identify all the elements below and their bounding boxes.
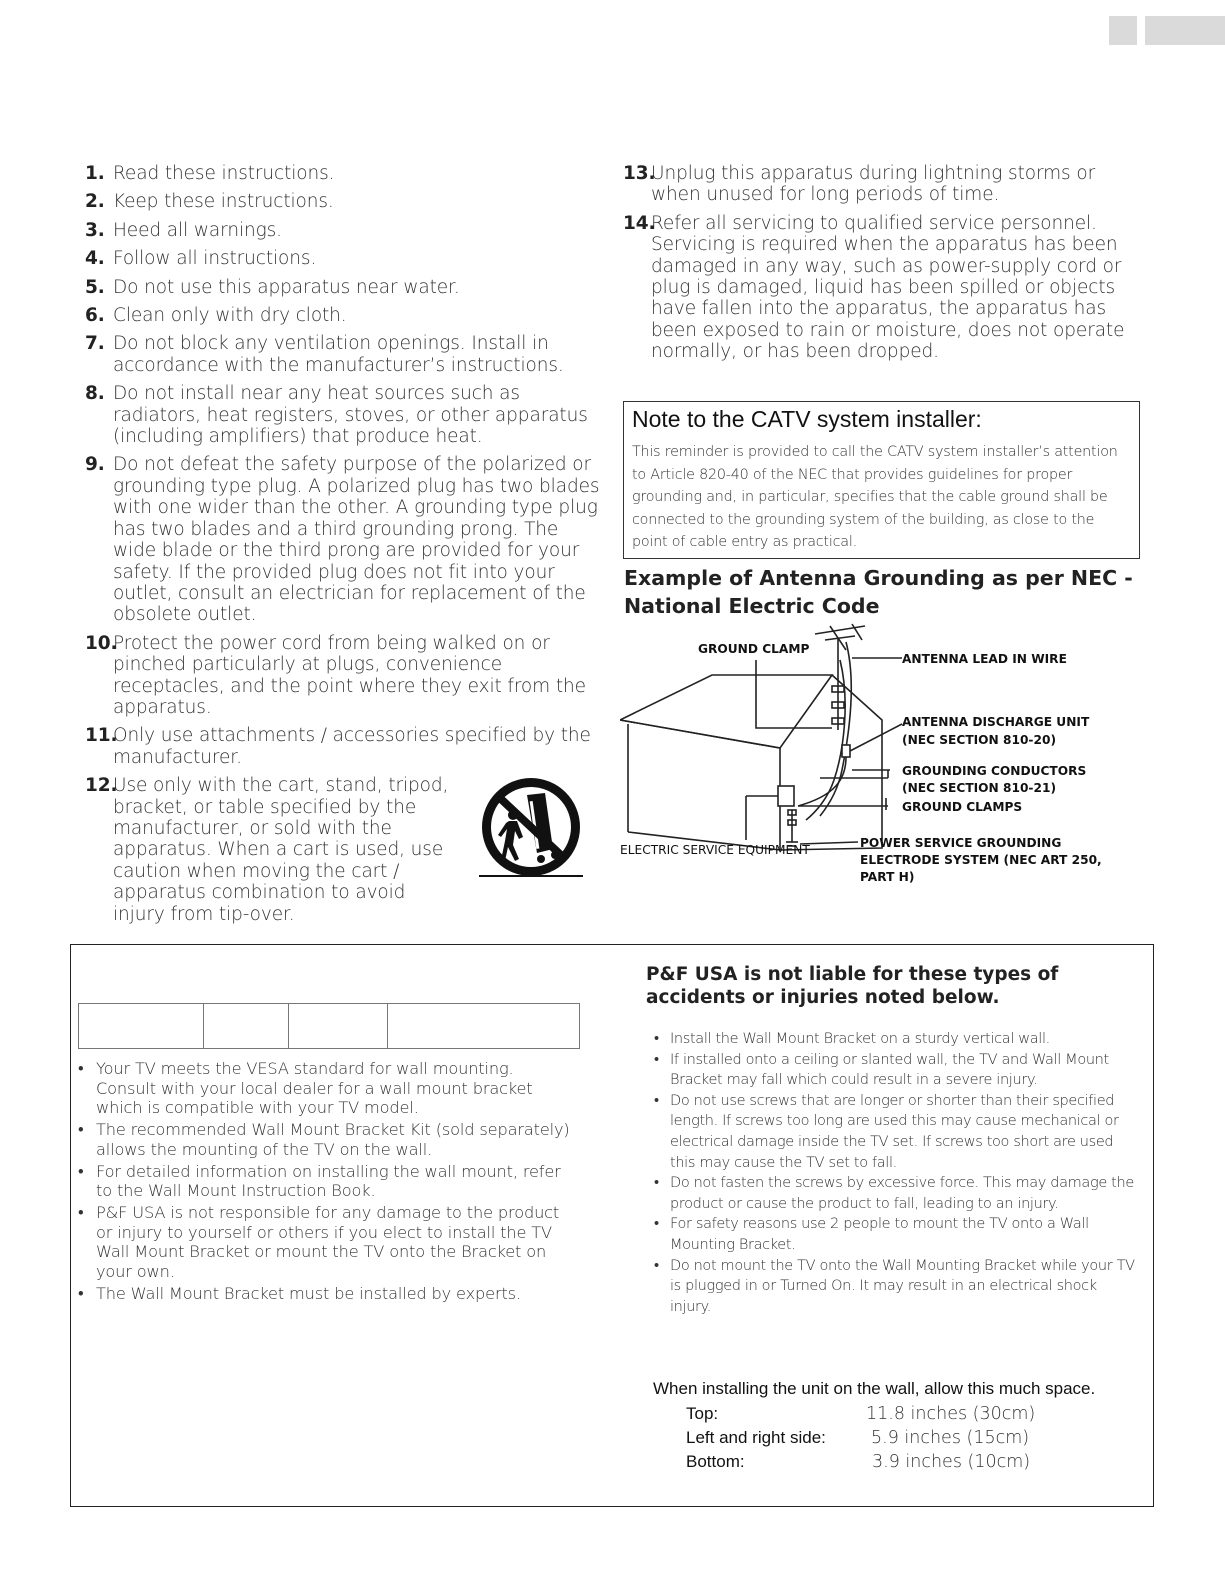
label-discharge-section: (NEC SECTION 810-20) <box>902 733 1057 747</box>
instruction-item: 11. Only use attachments / accessories specified by the manufacturer. <box>85 725 591 768</box>
liability-title: P&F USA is not liable for these types of accidents or injuries noted below. <box>646 964 1059 1008</box>
list-item: • P&F USA is not responsible for any damage to the product or injury to yourself or others if you elect to install the TV Wall Mount Bracket or mount the TV onto the Bracket on your own. <box>78 1203 578 1281</box>
vesa-table-cell <box>204 1004 289 1048</box>
space-row-bottom <box>686 1452 1146 1476</box>
instruction-item: 3. Heed all warnings. <box>85 219 282 241</box>
no-cart-tipover-icon <box>479 775 583 879</box>
instruction-item: 6. Clean only with dry cloth. <box>85 305 347 327</box>
instruction-item: 13. Unplug this apparatus during lightning storms or when unused for long periods of time. <box>623 163 1096 206</box>
liability-list <box>654 1029 1136 1317</box>
instruction-item: 9. Do not defeat the safety purpose of the polarized or grounding type plug. A polarized plug has two blades with one wider than the other. A grounding type plug has two blades and a third grounding prong. The wide blade or the third prong are provided for your safety. If the provided plug does not fit into your outlet, consult an electrician for replacement of the obsolete outlet. <box>85 454 600 626</box>
list-item: • For detailed information on installing the wall mount, refer to the Wall Mount Instruction Book. <box>78 1162 578 1201</box>
instruction-item: 4. Follow all instructions. <box>85 248 317 270</box>
wall-mount-notes <box>78 1059 578 1306</box>
list-item: • Do not fasten the screws by excessive force. This may damage the product or cause the product to fall, leading to an injury. <box>654 1173 1136 1214</box>
instruction-item: 7. Do not block any ventilation openings. Install in accordance with the manufacturer’s instructions. <box>85 333 564 376</box>
instruction-item: 5. Do not use this apparatus near water. <box>85 276 460 298</box>
instruction-item: 14. Refer all servicing to qualified service personnel. Servicing is required when the apparatus has been damaged in any way, such as power-supply cord or plug is damaged, liquid has been spilled or objects have fallen into the apparatus, the apparatus has been exposed to rain or moisture, does not operate normally, or has been dropped. <box>623 212 1125 363</box>
space-label: Bottom: <box>686 1452 745 1471</box>
label-power-service-1: POWER SERVICE GROUNDING <box>860 836 1062 850</box>
space-row-sides <box>686 1428 1146 1452</box>
instruction-item: 8. Do not install near any heat sources such as radiators, heat registers, stoves, or other apparatus (including amplifiers) that produce heat. <box>85 383 588 448</box>
list-item: • Do not use screws that are longer or shorter than their specified length. If screws too long are used this may cause mechanical or electrical damage inside the TV set. If screws too short are used this may cause the TV set to fall. <box>654 1091 1136 1173</box>
catv-note-box <box>623 401 1140 559</box>
label-grounding-conductors: GROUNDING CONDUCTORS <box>902 764 1087 778</box>
instruction-item: 12. Use only with the cart, stand, tripod, bracket, or table specified by the manufacturer, or sold with the apparatus. When a cart is used, use caution when moving the cart / apparatus combination to avoid injury from tip-over. <box>85 775 605 925</box>
label-discharge-unit: ANTENNA DISCHARGE UNIT <box>902 715 1090 729</box>
space-value: 5.9 inches (15cm) <box>871 1428 1030 1448</box>
label-antenna-lead-in: ANTENNA LEAD IN WIRE <box>902 652 1067 666</box>
instruction-item: 10. Protect the power cord from being walked on or pinched particularly at plugs, convenience receptacles, and the point where they exit from the apparatus. <box>85 632 586 718</box>
page-tab-marker <box>1109 16 1137 45</box>
safety-instructions-right <box>623 163 1143 370</box>
list-item: • Your TV meets the VESA standard for wall mounting. Consult with your local dealer for a wall mount bracket which is compatible with your TV model. <box>78 1059 578 1118</box>
list-item: • Do not mount the TV onto the Wall Mounting Bracket while your TV is plugged in or Turned On. It may result in an electrical shock injury. <box>654 1256 1136 1318</box>
space-label: Top: <box>686 1404 719 1423</box>
antenna-grounding-title: Example of Antenna Grounding as per NEC - National Electric Code <box>624 566 1133 618</box>
vesa-table-cell <box>388 1004 579 1048</box>
section-tab-marker <box>1145 16 1225 45</box>
vesa-spec-table <box>78 1003 580 1049</box>
label-power-service-3: PART H) <box>860 870 915 884</box>
catv-note-title: Note to the CATV system installer: <box>632 406 982 432</box>
vesa-table-cell <box>79 1004 204 1048</box>
label-conductors-section: (NEC SECTION 810-21) <box>902 781 1057 795</box>
list-item: • The recommended Wall Mount Bracket Kit (sold separately) allows the mounting of the TV on the wall. <box>78 1120 578 1159</box>
safety-instructions-left <box>85 163 605 932</box>
space-row-top <box>686 1404 1146 1428</box>
instruction-item: 1. Read these instructions. <box>85 163 335 184</box>
space-label: Left and right side: <box>686 1428 826 1447</box>
list-item: • For safety reasons use 2 people to mount the TV onto a Wall Mounting Bracket. <box>654 1214 1136 1255</box>
instruction-item: 2. Keep these instructions. <box>85 191 334 213</box>
list-item: • The Wall Mount Bracket must be installed by experts. <box>78 1284 578 1304</box>
antenna-grounding-diagram <box>620 620 1130 900</box>
label-power-service-2: ELECTRODE SYSTEM (NEC ART 250, <box>860 853 1102 867</box>
list-item: • If installed onto a ceiling or slanted wall, the TV and Wall Mount Bracket may fall which could result in a severe injury. <box>654 1050 1136 1091</box>
vesa-table-cell <box>289 1004 388 1048</box>
label-ground-clamps: GROUND CLAMPS <box>902 800 1023 814</box>
label-electric-service: ELECTRIC SERVICE EQUIPMENT <box>620 843 810 857</box>
catv-note-body: This reminder is provided to call the CATV system installer’s attention to Article 820-40 of the NEC that provides guidelines for proper grounding and, in particular, specifies that the cable ground shall be connected to the grounding system of the building, as close to the point of cable entry as practical. <box>632 444 1118 551</box>
list-item: • Install the Wall Mount Bracket on a sturdy vertical wall. <box>654 1029 1136 1050</box>
space-clearance-intro: When installing the unit on the wall, allow this much space. <box>653 1379 1096 1398</box>
space-value: 11.8 inches (30cm) <box>866 1404 1036 1424</box>
space-value: 3.9 inches (10cm) <box>872 1452 1031 1472</box>
label-ground-clamp: GROUND CLAMP <box>698 642 810 656</box>
